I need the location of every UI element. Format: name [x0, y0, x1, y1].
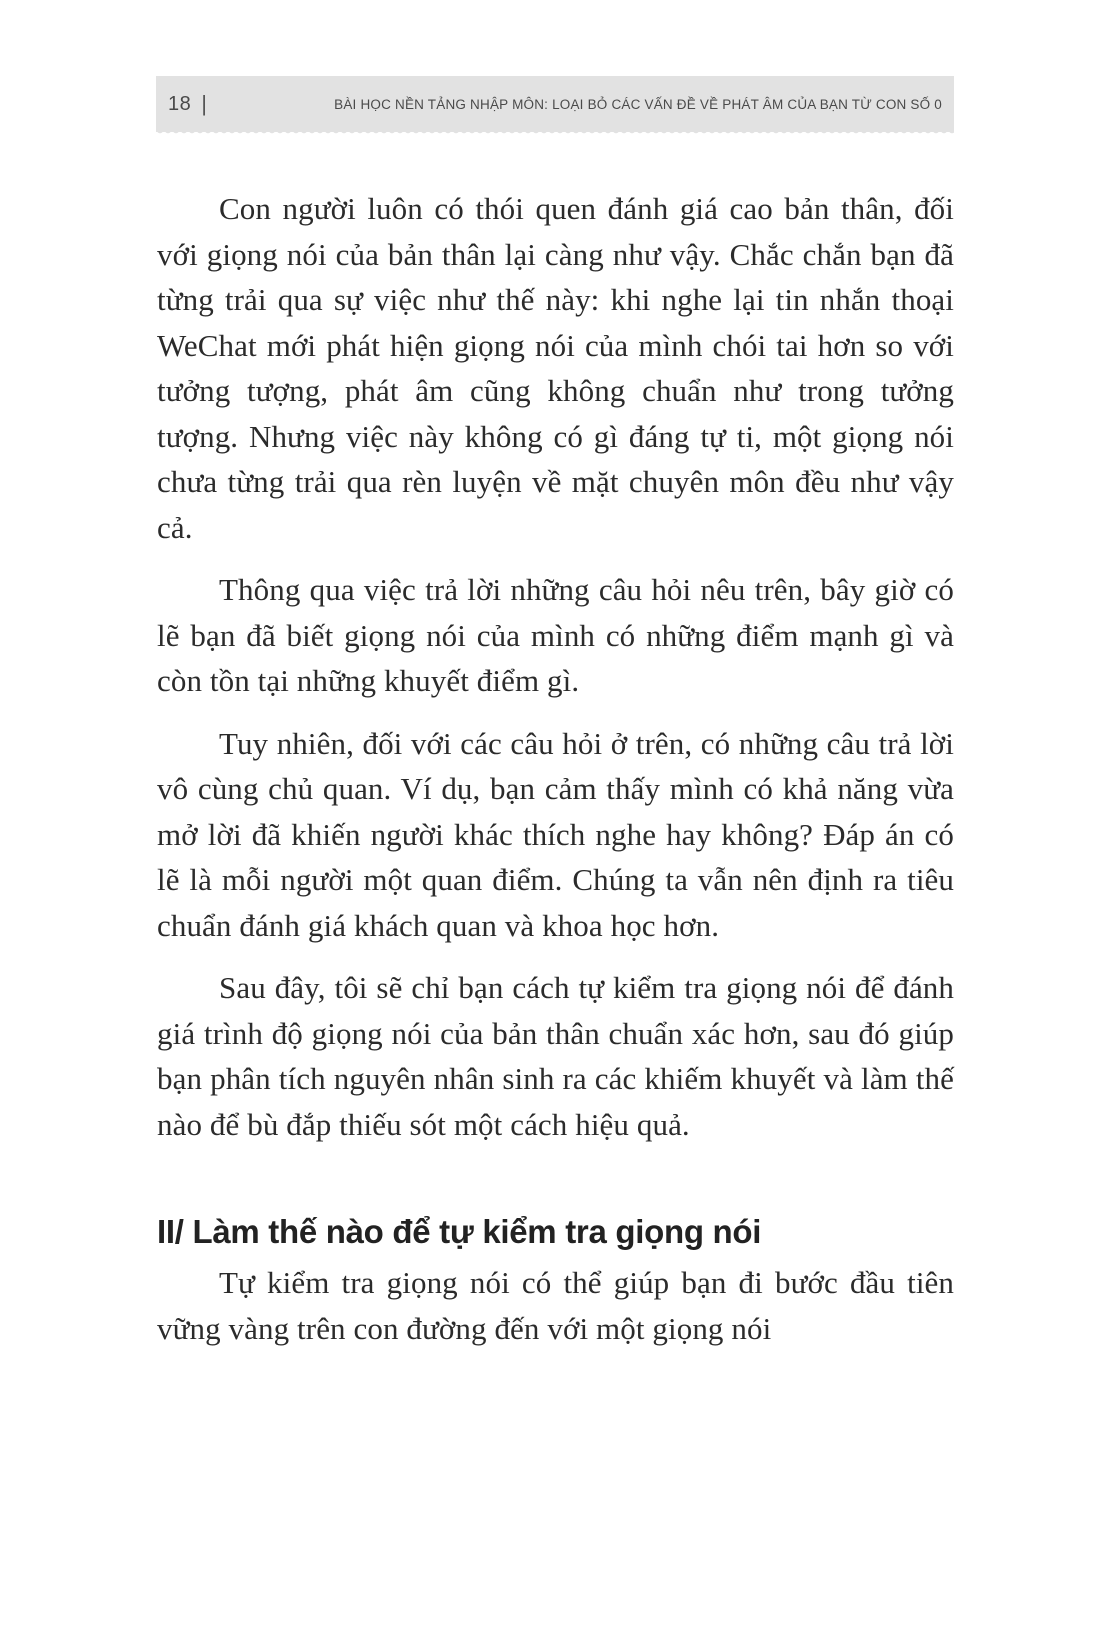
section-heading: II/ Làm thế nào để tự kiểm tra giọng nói — [157, 1213, 762, 1250]
section-paragraph: Tự kiểm tra giọng nói có thể giúp bạn đi bước đầu tiên vững vàng trên con đường đến với một giọng nói — [157, 1265, 954, 1346]
page-body — [157, 186, 954, 1368]
running-header — [156, 76, 954, 132]
page-number: 18 — [168, 92, 192, 115]
body-paragraph-2: Thông qua việc trả lời những câu hỏi nêu trên, bây giờ có lẽ bạn đã biết giọng nói của mình có những điểm mạnh gì và còn tồn tại những khuyết điểm gì. — [157, 572, 954, 698]
body-paragraph-3: Tuy nhiên, đối với các câu hỏi ở trên, có những câu trả lời vô cùng chủ quan. Ví dụ, bạn cảm thấy mình có khả năng vừa mở lời đã khiến người khác thích nghe hay không? Đáp án có lẽ là mỗi người một quan điểm. Chúng ta vẫn nên định ra tiêu chuẩn đánh giá khách quan và khoa học hơn. — [157, 725, 954, 943]
header-divider: | — [201, 91, 207, 116]
running-title: BÀI HỌC NỀN TẢNG NHẬP MÔN: LOẠI BỎ CÁC VẤN ĐỀ VỀ PHÁT ÂM CỦA BẠN TỪ CON SỐ 0 — [334, 96, 942, 112]
body-paragraph-1: Con người luôn có thói quen đánh giá cao bản thân, đối với giọng nói của bản thân lại càng như vậy. Chắc chắn bạn đã từng trải qua sự việc như thế này: khi nghe lại tin nhắn thoại WeChat mới phát hiện giọng nói của mình chói tai hơn so với tưởng tượng, phát âm cũng không chuẩn như trong tưởng tượng. Nhưng việc này không có gì đáng tự ti, một giọng nói chưa từng trải qua rèn luyện về mặt chuyên môn đều như vậy cả. — [157, 191, 954, 545]
body-paragraph-4: Sau đây, tôi sẽ chỉ bạn cách tự kiểm tra giọng nói để đánh giá trình độ giọng nói của bản thân chuẩn xác hơn, sau đó giúp bạn phân tích nguyên nhân sinh ra các khiếm khuyết và làm thế nào để bù đắp thiếu sót một cách hiệu quả. — [157, 970, 954, 1142]
